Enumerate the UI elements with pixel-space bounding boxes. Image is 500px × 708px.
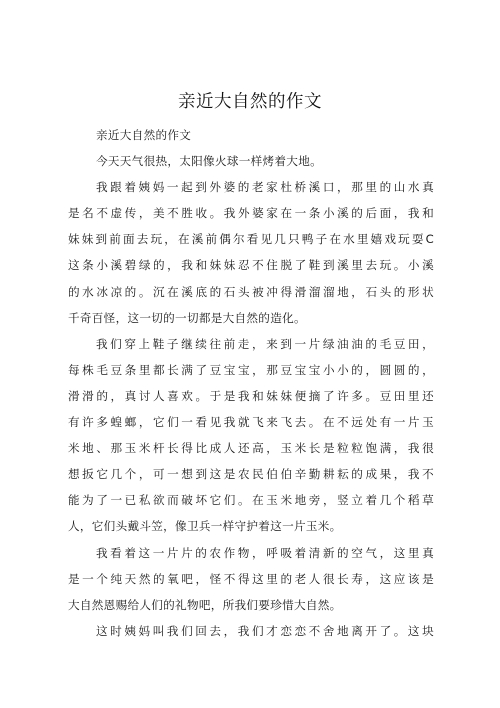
body-line: 有许多蝗螂，它们一看见我就飞来飞去。在不远处有一片玉 (68, 415, 434, 430)
body-line: 是名不虚传，美不胜收。我外婆家在一条小溪的后面，我和 (68, 206, 434, 221)
body-line: 每株毛豆条里都长满了豆宝宝，那豆宝宝小小的，圆圆的， (68, 362, 434, 377)
body-line: 滑滑的，真讨人喜欢。于是我和妹妹便摘了许多。豆田里还 (68, 388, 434, 403)
body-line: 的水冰凉的。沉在溪底的石头被冲得滑溜溜地，石头的形状 (68, 284, 434, 299)
body-line: 大自然恩赐给人们的礼物吧，所我们要珍惜大自然。 (68, 597, 342, 612)
body-line-subtitle: 亲近大自然的作文 (96, 128, 192, 142)
body-line: 我们穿上鞋子继续往前走，来到一片绿油油的毛豆田， (96, 336, 434, 351)
document-title: 亲近大自然的作文 (178, 92, 322, 112)
body-line: 妹妹到前面去玩，在溪前偶尔看见几只鸭子在水里嬉戏玩耍C (68, 232, 434, 247)
body-line: 是一个纯天然的氧吧，怪不得这里的老人很长寿，这应该是 (68, 571, 434, 586)
body-line: 今天天气很热，太阳像火球一样烤着大地。 (96, 154, 322, 169)
body-line: 我看着这一片片的农作物，呼吸着清新的空气，这里真 (96, 545, 434, 560)
body-line: 这时姨妈叫我们回去，我们才恋恋不舍地离开了。这块 (96, 623, 434, 638)
body-line: 我跟着姨妈一起到外婆的老家杜桥溪口，那里的山水真 (96, 180, 434, 195)
body-line: 米地、那玉米杆长得比成人还高，玉米长是粒粒饱满，我很 (68, 441, 434, 456)
body-line: 人，它们头戴斗笠，像卫兵一样守护着这一片玉米。 (68, 519, 342, 534)
body-line: 千奇百怪，这一切的一切都是大自然的造化。 (68, 310, 306, 325)
body-line: 能为了一已私欲而破坏它们。在玉米地旁，竖立着几个稻草 (68, 493, 434, 508)
body-line: 这条小溪碧绿的，我和妹妹忍不住脱了鞋到溪里去玩。小溪 (68, 258, 434, 273)
document-body (68, 122, 434, 644)
body-line: 想扳它几个，可一想到这是农民伯伯辛勤耕耘的成果，我不 (68, 467, 434, 482)
